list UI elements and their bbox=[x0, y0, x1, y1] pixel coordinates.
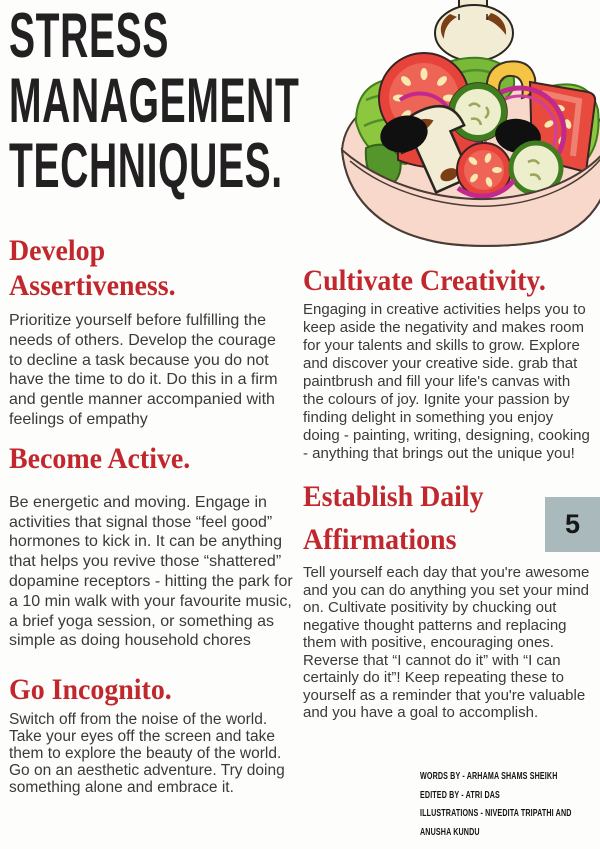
heading-line: Affirmations bbox=[303, 523, 457, 556]
heading-line: Cultivate Creativity. bbox=[303, 264, 546, 297]
go-incognito-heading bbox=[9, 672, 293, 707]
establish-daily-affirmations-body: Tell yourself each day that you're awesome and you can do anything you set your mind on. Cultivate positivity by chucking out negative thought patterns and replacing them with positive, encouraging ones. Reverse that “I cannot do it” with “I can certainly do it”! Keep repeating these to yourself as a reminder that you're valuable and you have a goal to accomplish. bbox=[303, 564, 590, 721]
credit-illustrations-2: ANUSHA KUNDU bbox=[420, 825, 480, 838]
become-active-body: Be energetic and moving. Engage in activities that signal those “feel good” hormones to kick in. It can be anything that helps you revive those “shattered” dopamine receptors - hitting the park for a 10 min walk with your favourite music, a brief yoga session, or something as simple as doing household chores bbox=[9, 493, 293, 650]
title-line-2: MANAGEMENT bbox=[9, 66, 300, 136]
heading-line: Go Incognito. bbox=[9, 673, 172, 707]
credit-illustrations: ILLUSTRATIONS - NIVEDITA TRIPATHI AND bbox=[420, 807, 572, 819]
credit-words-by: WORDS BY - ARHAMA SHAMS SHEIKH bbox=[420, 770, 558, 782]
page-title bbox=[9, 1, 300, 201]
section-develop-assertiveness bbox=[9, 233, 293, 430]
heading-line: Develop bbox=[9, 234, 106, 267]
heading-line: Become Active. bbox=[9, 441, 191, 475]
left-column bbox=[9, 233, 293, 796]
cultivate-creativity-heading bbox=[303, 263, 591, 298]
falling-mushroom-shape bbox=[435, 0, 513, 61]
develop-assertiveness-heading bbox=[9, 233, 293, 303]
heading-line: Establish Daily bbox=[303, 480, 484, 513]
credits bbox=[420, 767, 600, 841]
page-number-badge: 5 bbox=[545, 497, 600, 552]
section-become-active bbox=[9, 441, 293, 651]
go-incognito-body: Switch off from the noise of the world. Take your eyes off the screen and take them to explore the beauty of the world. Go on an aesthetic adventure. Try doing something alone and embrace it. bbox=[9, 711, 285, 797]
become-active-heading bbox=[9, 441, 293, 476]
heading-line: Assertiveness. bbox=[9, 269, 176, 302]
section-go-incognito bbox=[9, 672, 293, 796]
salad-bowl-illustration bbox=[338, 0, 600, 252]
develop-assertiveness-body: Prioritize yourself before fulfilling the needs of others. Develop the courage to decline a task because you do not have the time to do it. Do this in a firm and gentle manner accompanied with feelings of empathy bbox=[9, 312, 278, 428]
credit-edited-by: EDITED BY - ATRI DAS bbox=[420, 788, 500, 801]
right-column bbox=[303, 263, 591, 722]
cultivate-creativity-body: Engaging in creative activities helps you to keep aside the negativity and makes room for your talents and skills to grow. Explore and discover your creative side. grab that paintbrush and fill your life's canvas with the colours of joy. Ignite your passion by finding delight in something you enjoy doing - painting, writing, designing, cooking - anything that brings out the unique you! bbox=[303, 301, 590, 462]
title-line-3: TECHNIQUES. bbox=[9, 131, 283, 201]
section-cultivate-creativity bbox=[303, 263, 591, 463]
title-line-1: STRESS bbox=[9, 1, 169, 71]
